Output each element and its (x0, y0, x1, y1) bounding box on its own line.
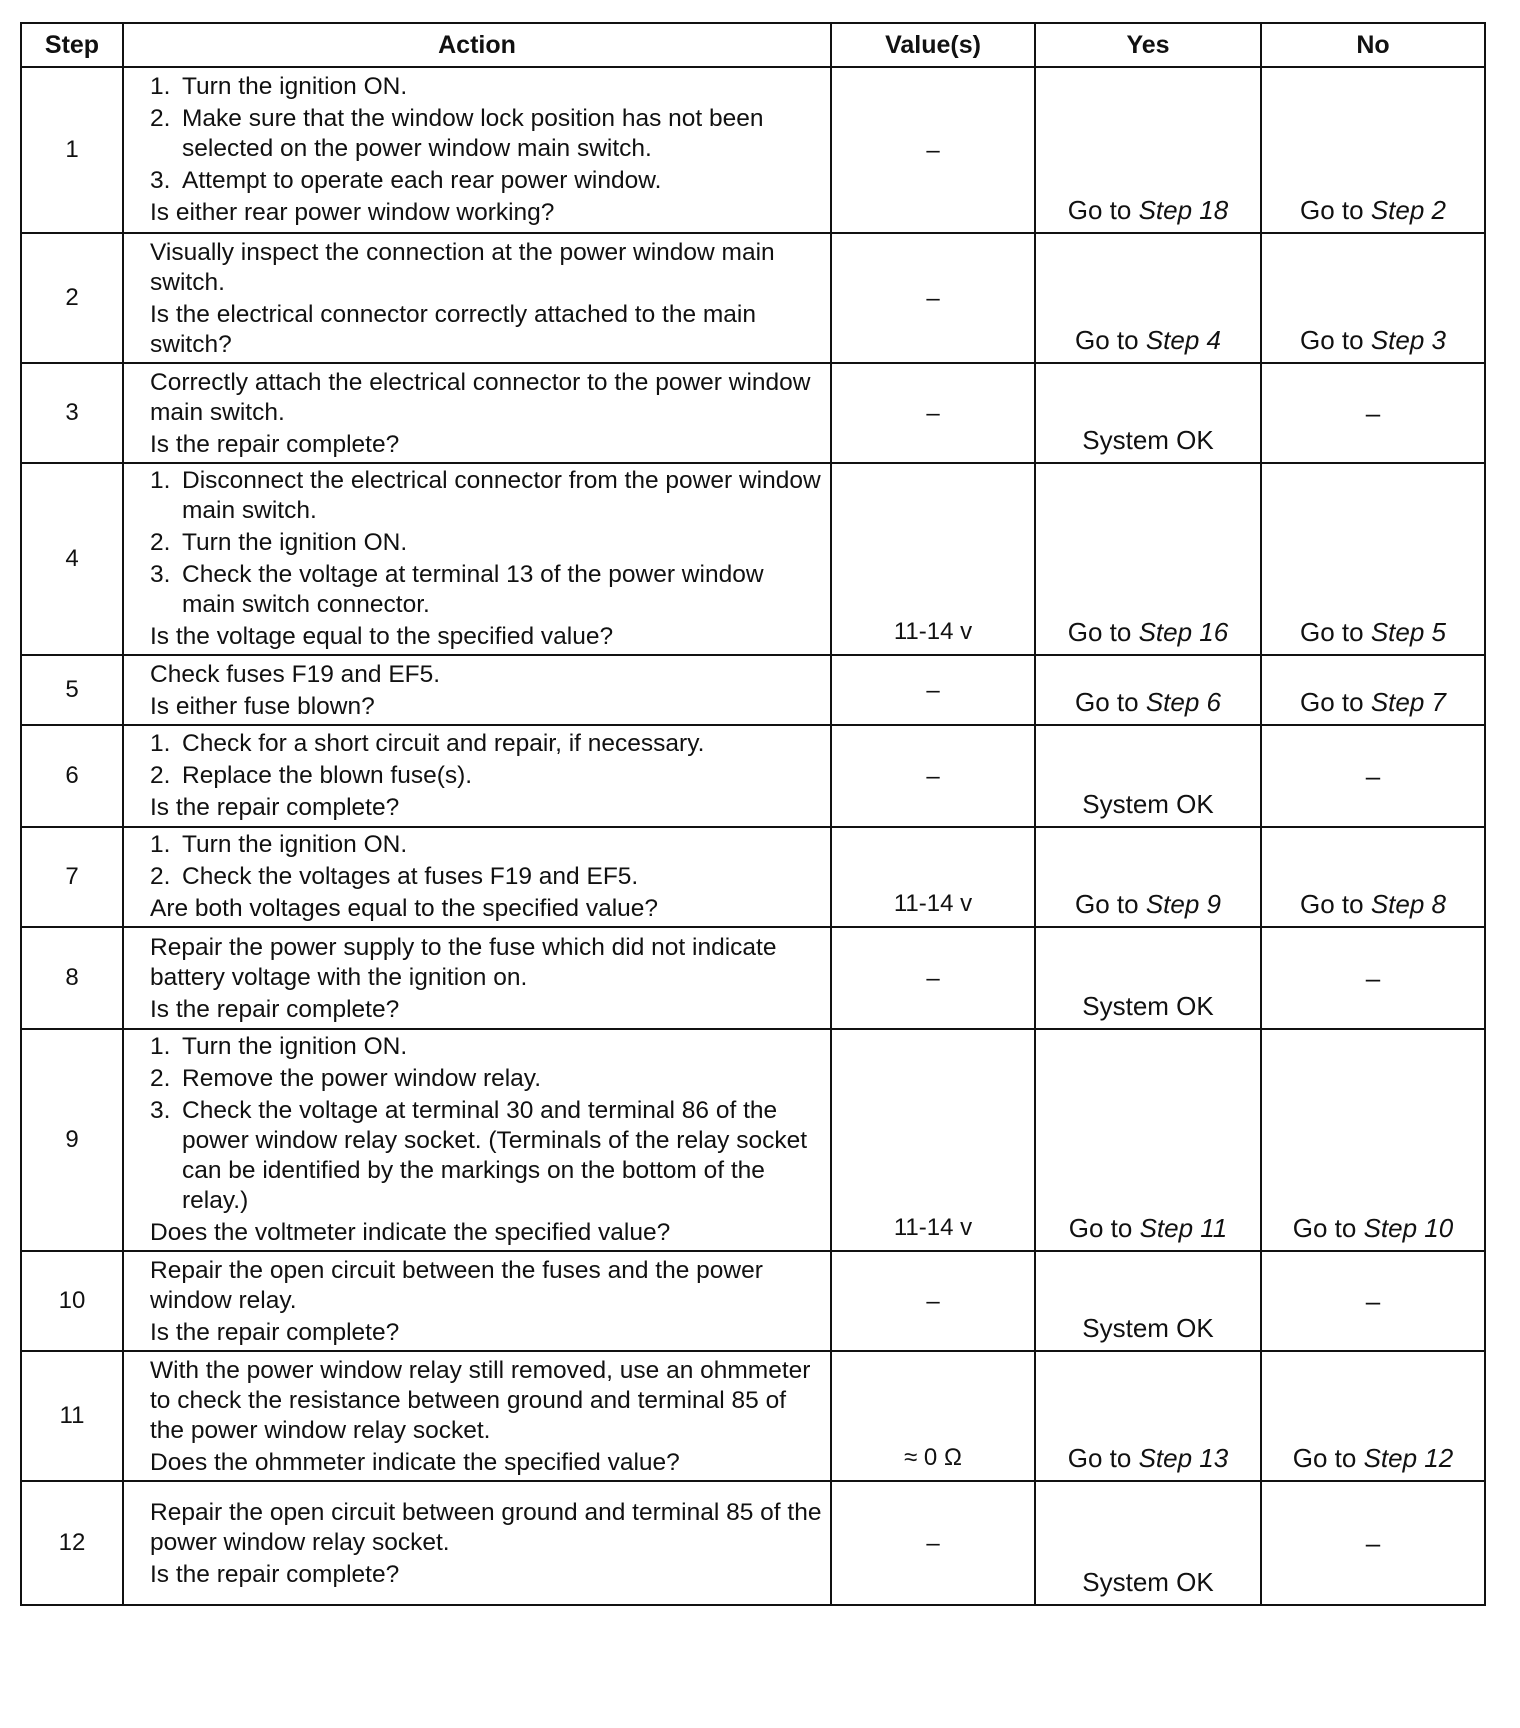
step-reference: Step 18 (1138, 195, 1229, 225)
action-step-item (150, 466, 822, 526)
action-step-number: 1. (150, 73, 171, 100)
step-cell: 9 (21, 1029, 123, 1251)
no-cell (1261, 1029, 1485, 1251)
table-row (21, 1481, 1485, 1605)
action-cell (123, 1481, 831, 1605)
table-row (21, 233, 1485, 363)
step-reference: Step 4 (1145, 325, 1221, 355)
empty-result: – (1261, 363, 1485, 463)
action-step-item (150, 1064, 822, 1094)
action-text: Visually inspect the connection at the power window main switch. (150, 239, 775, 296)
action-text: Check fuses F19 and EF5. (150, 661, 441, 688)
action-step-item (150, 830, 822, 860)
action-question: Is the repair complete? (150, 1561, 400, 1588)
header-values: Value(s) (831, 23, 1035, 67)
action-cell (123, 67, 831, 233)
action-step-text: Disconnect the electrical connector from the power window main switch. (182, 467, 821, 524)
action-question: Is the voltage equal to the specified value? (150, 623, 614, 650)
table-row (21, 927, 1485, 1029)
header-no: No (1261, 23, 1485, 67)
goto-prefix: Go to (1075, 325, 1146, 355)
empty-result: – (1261, 725, 1485, 827)
action-step-text: Remove the power window relay. (182, 1065, 542, 1092)
step-reference: Step 8 (1370, 889, 1446, 919)
action-step-number: 3. (150, 167, 171, 194)
action-step-text: Make sure that the window lock position has not been selected on the power window main switch. (182, 105, 764, 162)
goto-prefix: Go to (1067, 1443, 1139, 1473)
empty-result: – (1261, 927, 1485, 1029)
yes-cell (1035, 67, 1261, 233)
result-text: System OK (1035, 1251, 1261, 1351)
step-reference: Step 12 (1363, 1443, 1454, 1473)
action-cell (123, 927, 831, 1029)
action-step-number: 2. (150, 529, 171, 556)
goto-prefix: Go to (1292, 1443, 1364, 1473)
no-cell (1261, 655, 1485, 725)
step-reference: Step 2 (1370, 195, 1446, 225)
action-step-text: Check the voltage at terminal 30 and terminal 86 of the power window relay socket. (Terminals of the relay socket can be identified by the markings on the bottom of the relay.) (182, 1097, 808, 1214)
no-cell (1261, 463, 1485, 655)
action-step-number: 2. (150, 1065, 171, 1092)
action-cell (123, 725, 831, 827)
step-reference: Step 11 (1139, 1213, 1228, 1243)
step-cell: 4 (21, 463, 123, 655)
action-step-text: Check the voltage at terminal 13 of the power window main switch connector. (182, 561, 764, 618)
action-step-number: 2. (150, 762, 171, 789)
no-cell (1261, 67, 1485, 233)
action-step-number: 1. (150, 730, 171, 757)
action-step-number: 1. (150, 467, 171, 494)
step-cell: 5 (21, 655, 123, 725)
step-reference: Step 9 (1145, 889, 1221, 919)
step-cell: 8 (21, 927, 123, 1029)
action-step-text: Attempt to operate each rear power window. (182, 167, 662, 194)
action-cell (123, 363, 831, 463)
yes-cell (1035, 233, 1261, 363)
action-step-number: 3. (150, 1097, 171, 1124)
action-question: Does the voltmeter indicate the specified value? (150, 1219, 671, 1246)
value-cell: – (831, 233, 1035, 363)
action-text: Correctly attach the electrical connector to the power window main switch. (150, 369, 811, 426)
action-step-item (150, 166, 822, 196)
step-reference: Step 10 (1363, 1213, 1454, 1243)
action-cell (123, 1029, 831, 1251)
table-row (21, 1029, 1485, 1251)
action-step-item (150, 104, 822, 164)
step-cell: 3 (21, 363, 123, 463)
goto-prefix: Go to (1300, 325, 1371, 355)
value-cell: 11-14 v (831, 1029, 1035, 1251)
table-row (21, 67, 1485, 233)
action-step-number: 2. (150, 863, 171, 890)
action-text: Repair the open circuit between ground and terminal 85 of the power window relay socket. (150, 1499, 822, 1556)
action-step-text: Check for a short circuit and repair, if necessary. (182, 730, 705, 757)
step-cell: 1 (21, 67, 123, 233)
goto-prefix: Go to (1067, 617, 1139, 647)
result-text: System OK (1035, 363, 1261, 463)
action-text: Repair the open circuit between the fuses and the power window relay. (150, 1257, 763, 1314)
no-cell (1261, 233, 1485, 363)
action-step-item (150, 862, 822, 892)
diagnostic-table (20, 22, 1486, 1606)
action-step-text: Turn the ignition ON. (182, 73, 408, 100)
action-cell (123, 655, 831, 725)
action-question: Is the repair complete? (150, 794, 400, 821)
step-cell: 6 (21, 725, 123, 827)
yes-cell (1035, 463, 1261, 655)
action-step-number: 1. (150, 1033, 171, 1060)
goto-prefix: Go to (1068, 1213, 1140, 1243)
table-row (21, 1351, 1485, 1481)
action-question: Are both voltages equal to the specified value? (150, 895, 659, 922)
table-row (21, 363, 1485, 463)
step-reference: Step 7 (1370, 687, 1446, 717)
goto-prefix: Go to (1300, 889, 1371, 919)
action-cell (123, 463, 831, 655)
action-step-text: Check the voltages at fuses F19 and EF5. (182, 863, 639, 890)
goto-prefix: Go to (1292, 1213, 1364, 1243)
action-question: Is either rear power window working? (150, 199, 555, 226)
goto-prefix: Go to (1300, 687, 1371, 717)
action-step-item (150, 560, 822, 620)
action-question: Is the repair complete? (150, 1319, 400, 1346)
yes-cell (1035, 1029, 1261, 1251)
step-reference: Step 3 (1370, 325, 1446, 355)
action-step-text: Replace the blown fuse(s). (182, 762, 473, 789)
action-step-number: 3. (150, 561, 171, 588)
step-cell: 2 (21, 233, 123, 363)
action-step-number: 2. (150, 105, 171, 132)
no-cell (1261, 827, 1485, 927)
step-reference: Step 16 (1138, 617, 1229, 647)
action-step-number: 1. (150, 831, 171, 858)
table-row (21, 827, 1485, 927)
value-cell: 11-14 v (831, 463, 1035, 655)
action-step-text: Turn the ignition ON. (182, 831, 408, 858)
value-cell: – (831, 725, 1035, 827)
action-step-item (150, 72, 822, 102)
table-row (21, 1251, 1485, 1351)
result-text: System OK (1035, 725, 1261, 827)
header-step: Step (21, 23, 123, 67)
value-cell: ≈ 0 Ω (831, 1351, 1035, 1481)
yes-cell (1035, 827, 1261, 927)
action-text: Repair the power supply to the fuse which did not indicate battery voltage with the ignition on. (150, 934, 777, 991)
goto-prefix: Go to (1300, 617, 1371, 647)
action-question: Is the repair complete? (150, 996, 400, 1023)
goto-prefix: Go to (1067, 195, 1139, 225)
table-row (21, 725, 1485, 827)
action-step-item (150, 528, 822, 558)
step-reference: Step 5 (1370, 617, 1446, 647)
action-cell (123, 1251, 831, 1351)
step-cell: 12 (21, 1481, 123, 1605)
table-row (21, 463, 1485, 655)
action-step-item (150, 1096, 822, 1216)
action-cell (123, 1351, 831, 1481)
result-text: System OK (1035, 1481, 1261, 1605)
action-question: Is the electrical connector correctly attached to the main switch? (150, 301, 756, 358)
step-cell: 7 (21, 827, 123, 927)
table-row (21, 655, 1485, 725)
value-cell: – (831, 1481, 1035, 1605)
value-cell: – (831, 363, 1035, 463)
action-step-text: Turn the ignition ON. (182, 1033, 408, 1060)
header-yes: Yes (1035, 23, 1261, 67)
action-cell (123, 827, 831, 927)
header-action: Action (123, 23, 831, 67)
action-step-item (150, 1032, 822, 1062)
yes-cell (1035, 655, 1261, 725)
action-step-item (150, 729, 822, 759)
action-step-text: Turn the ignition ON. (182, 529, 408, 556)
goto-prefix: Go to (1075, 687, 1146, 717)
action-step-item (150, 761, 822, 791)
step-cell: 11 (21, 1351, 123, 1481)
step-cell: 10 (21, 1251, 123, 1351)
action-question: Is the repair complete? (150, 431, 400, 458)
action-question: Is either fuse blown? (150, 693, 375, 720)
goto-prefix: Go to (1075, 889, 1146, 919)
value-cell: – (831, 67, 1035, 233)
empty-result: – (1261, 1481, 1485, 1605)
value-cell: 11-14 v (831, 827, 1035, 927)
empty-result: – (1261, 1251, 1485, 1351)
step-reference: Step 6 (1145, 687, 1221, 717)
value-cell: – (831, 927, 1035, 1029)
value-cell: – (831, 655, 1035, 725)
action-question: Does the ohmmeter indicate the specified value? (150, 1449, 680, 1476)
action-cell (123, 233, 831, 363)
goto-prefix: Go to (1300, 195, 1371, 225)
header-row (21, 23, 1485, 67)
no-cell (1261, 1351, 1485, 1481)
yes-cell (1035, 1351, 1261, 1481)
step-reference: Step 13 (1138, 1443, 1229, 1473)
action-text: With the power window relay still removed, use an ohmmeter to check the resistance between ground and terminal 85 of the power window relay socket. (150, 1357, 811, 1444)
result-text: System OK (1035, 927, 1261, 1029)
value-cell: – (831, 1251, 1035, 1351)
